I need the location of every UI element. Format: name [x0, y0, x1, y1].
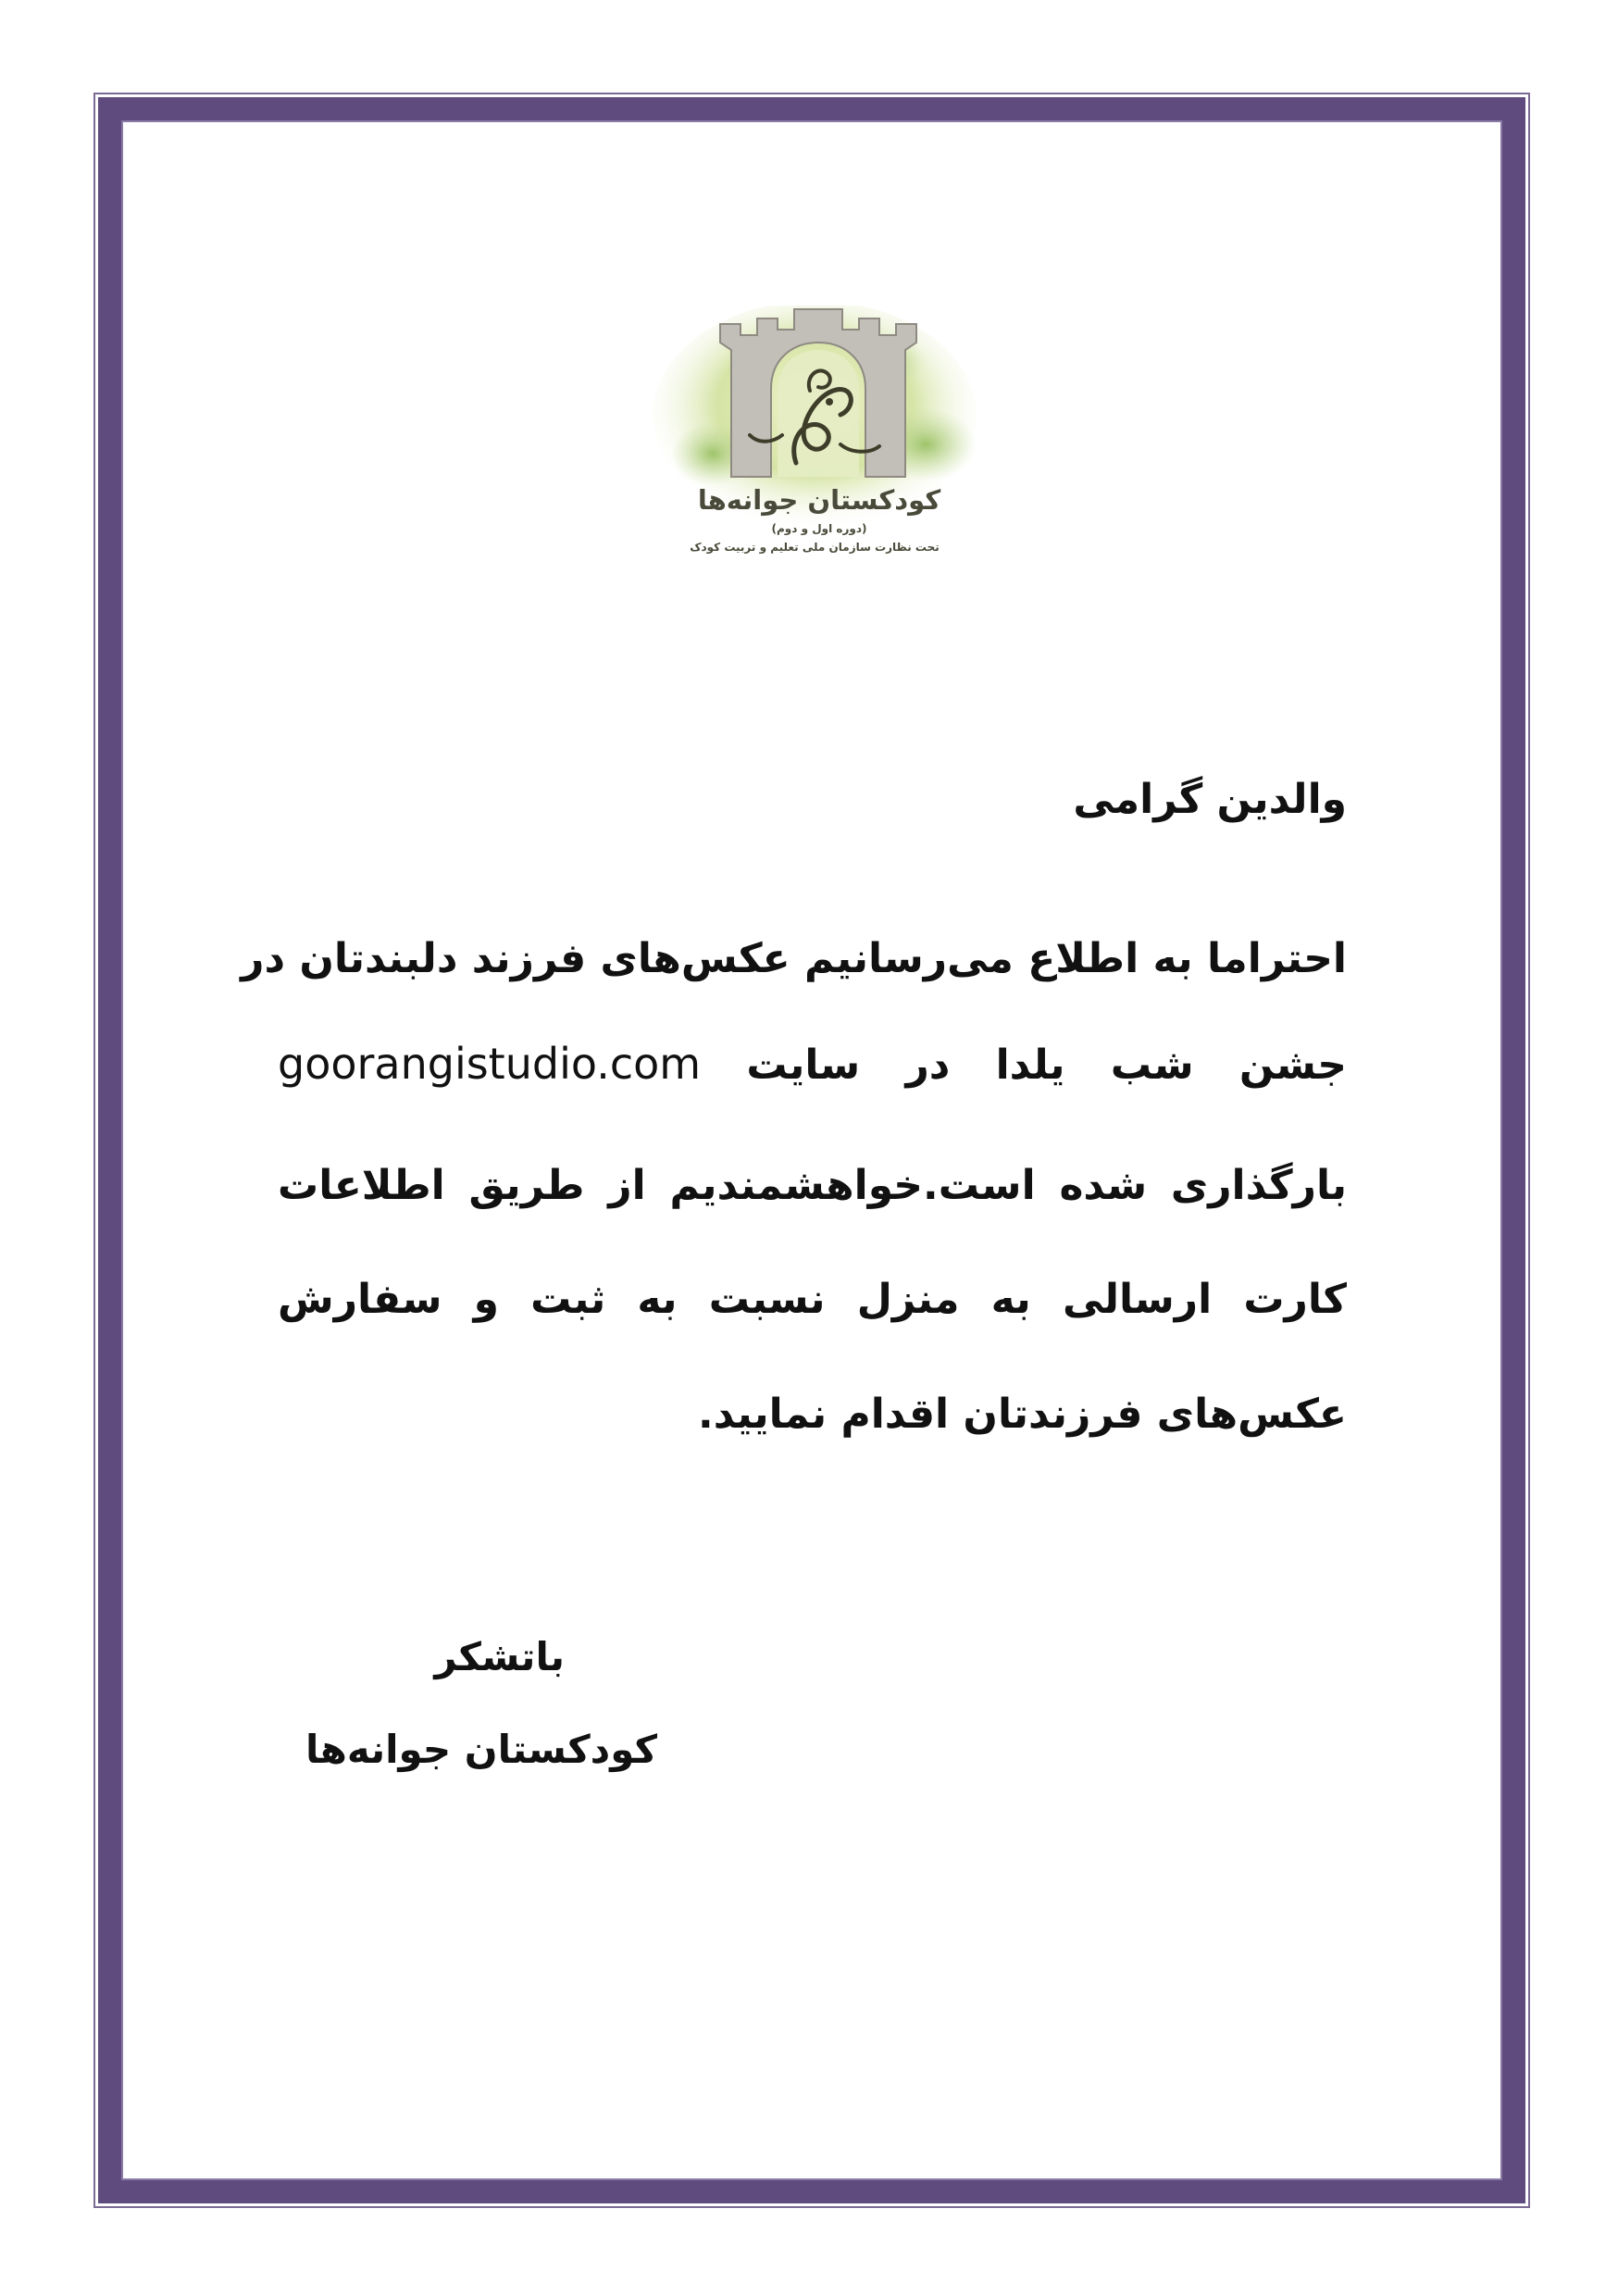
salutation: والدین گرامی: [1073, 776, 1347, 823]
logo-title: کودکستان جوانه‌ها: [697, 484, 941, 516]
closing: باتشکر: [434, 1634, 565, 1679]
letter-line-1: احتراما به اطلاع می‌رسانیم عکس‌های فرزند دلبندتان در: [241, 935, 1347, 982]
website-link[interactable]: goorangistudio.com: [278, 1039, 702, 1089]
logo-subtitle: (دوره اول و دوم): [771, 522, 867, 535]
letter-line-4: کارت ارسالی به منزل نسبت به ثبت و سفارش: [278, 1276, 1347, 1323]
logo-supervision-note: تحت نظارت سازمان ملی تعلیم و تربیت کودک: [690, 541, 940, 554]
letter-line-2-text: جشن شب یلدا در سایت: [746, 1042, 1347, 1089]
letter-line-5: عکس‌های فرزندتان اقدام نمایید.: [698, 1391, 1347, 1438]
kindergarten-logo: [648, 306, 981, 574]
letter-line-3: بارگذاری شده است.خواهشمندیم از طریق اطلاعات: [278, 1162, 1347, 1209]
letter-line-2: [278, 1039, 1347, 1089]
signature: کودکستان جوانه‌ها: [305, 1727, 657, 1772]
